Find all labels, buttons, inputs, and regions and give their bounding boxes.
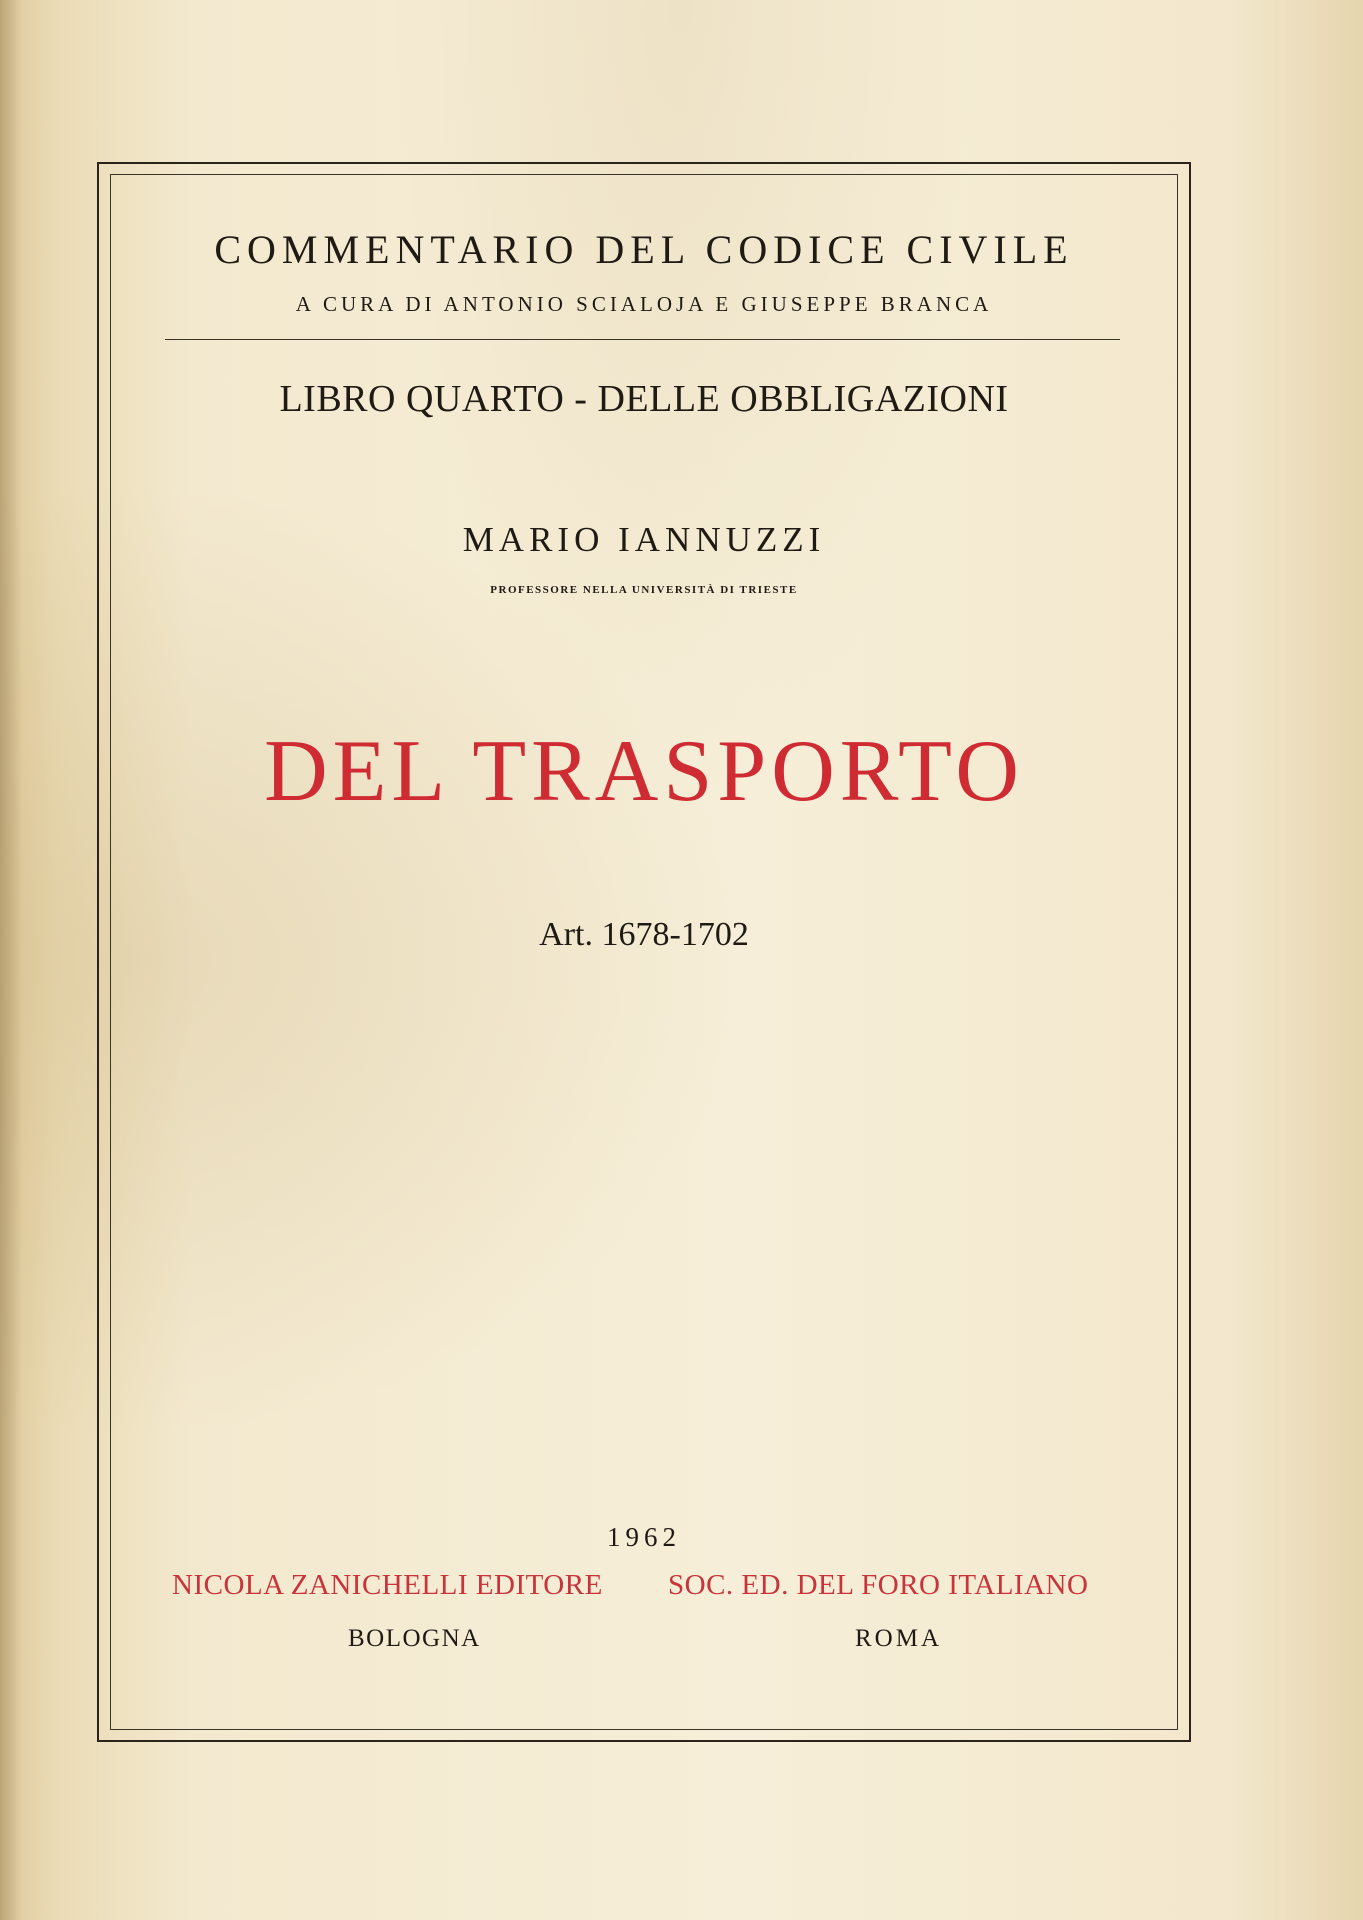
divider-rule: [165, 339, 1120, 340]
publisher-left: NICOLA ZANICHELLI EDITORE: [172, 1569, 603, 1601]
spine-shadow: [0, 0, 22, 1920]
editors-line: A CURA DI ANTONIO SCIALOJA E GIUSEPPE BRANCA: [295, 292, 993, 316]
author-name: MARIO IANNUZZI: [462, 520, 826, 559]
articles-range: Art. 1678-1702: [539, 916, 749, 953]
series-title: COMMENTARIO DEL CODICE CIVILE: [214, 227, 1074, 272]
author-affiliation: PROFESSORE NELLA UNIVERSITÀ DI TRIESTE: [490, 584, 798, 596]
publisher-right: SOC. ED. DEL FORO ITALIANO: [668, 1569, 1089, 1601]
book-part-heading: LIBRO QUARTO - DELLE OBBLIGAZIONI: [279, 378, 1009, 420]
publisher-city-right: ROMA: [855, 1625, 943, 1652]
publisher-city-left: BOLOGNA: [348, 1625, 481, 1652]
book-title: DEL TRASPORTO: [264, 723, 1024, 820]
publication-year: 1962: [607, 1522, 681, 1552]
